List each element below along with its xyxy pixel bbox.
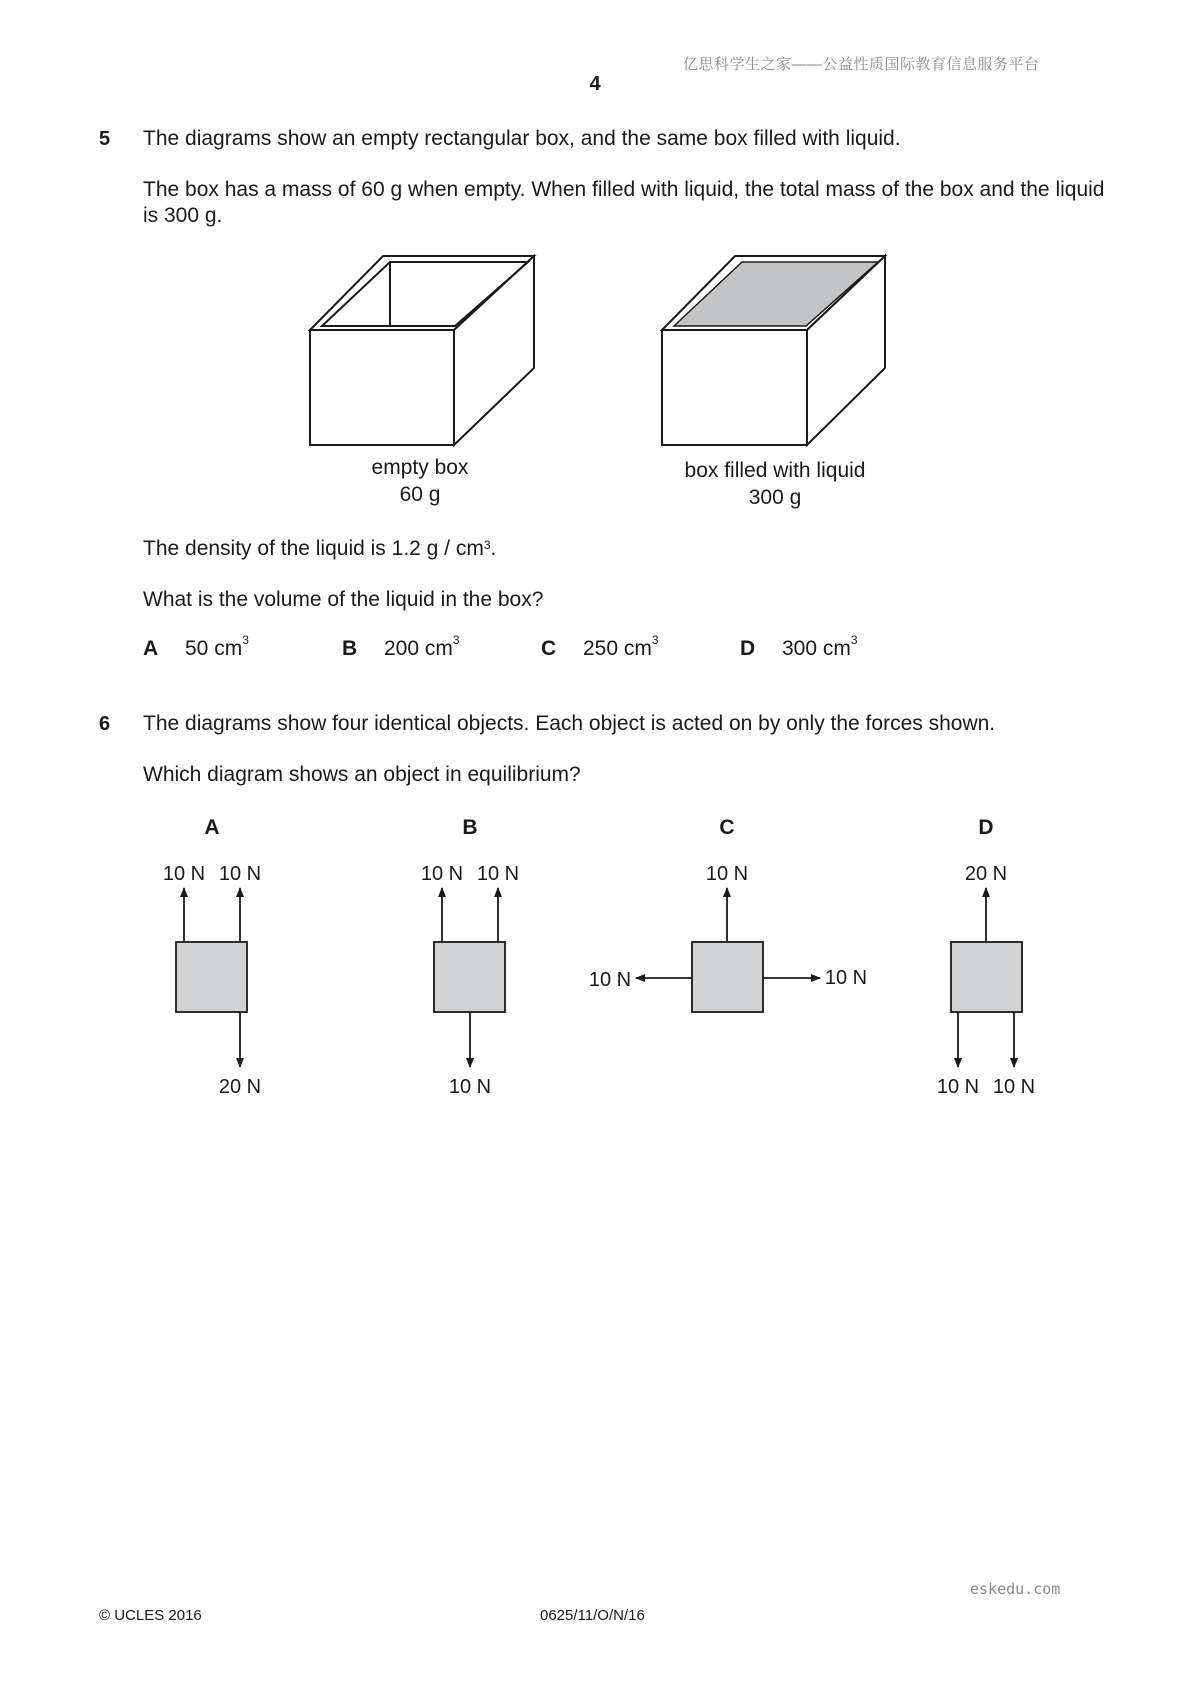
- option-value: 300 cm: [782, 637, 851, 660]
- q6-intro: The diagrams show four identical objects. Each object is acted on by only the forces shown.: [143, 712, 996, 735]
- force-label: 10 N: [162, 863, 206, 885]
- q5-question: What is the volume of the liquid in the box?: [143, 588, 544, 611]
- option-letter: C: [541, 637, 557, 660]
- option-sup: 3: [452, 633, 460, 647]
- diagram-b: [434, 888, 505, 1067]
- empty-box-mass: 60 g: [399, 483, 441, 506]
- option-letter: A: [143, 637, 159, 660]
- diagram-c-letter: C: [719, 816, 735, 839]
- diagram-a-letter: A: [204, 816, 220, 839]
- filled-box-label: box filled with liquid: [684, 459, 866, 482]
- force-label: 10 N: [588, 969, 632, 991]
- option-sup: 3: [850, 633, 858, 647]
- diagram-d-letter: D: [978, 816, 994, 839]
- q6-question: Which diagram shows an object in equilibrium?: [143, 763, 581, 786]
- force-label: 10 N: [476, 863, 520, 885]
- object-box: [951, 942, 1022, 1012]
- option-sup: 3: [651, 633, 659, 647]
- q5-intro: The diagrams show an empty rectangular box, and the same box filled with liquid.: [143, 127, 901, 150]
- force-label: 10 N: [420, 863, 464, 885]
- force-label: 20 N: [218, 1076, 262, 1098]
- option-value: 50 cm: [185, 637, 243, 660]
- diagram-a: [176, 888, 247, 1067]
- force-label: 10 N: [218, 863, 262, 885]
- force-label: 10 N: [448, 1076, 492, 1098]
- diagram-c: [636, 888, 820, 1012]
- watermark-text: 亿思科学生之家——公益性质国际教育信息服务平台: [683, 56, 1040, 73]
- force-label: 20 N: [964, 863, 1008, 885]
- option-letter: D: [740, 637, 756, 660]
- object-box: [434, 942, 505, 1012]
- object-box: [692, 942, 763, 1012]
- density-prefix: The density of the liquid is 1.2 g / cm: [143, 537, 484, 560]
- question-number-5: 5: [99, 128, 111, 150]
- force-label: 10 N: [824, 967, 868, 989]
- density-suffix: .: [490, 537, 497, 560]
- object-box: [176, 942, 247, 1012]
- footer-copyright: © UCLES 2016: [99, 1607, 202, 1624]
- diagram-b-letter: B: [462, 816, 478, 839]
- density-sup: 3: [483, 538, 491, 552]
- option-value: 250 cm: [583, 637, 652, 660]
- option-value: 200 cm: [384, 637, 453, 660]
- site-watermark: eskedu.com: [970, 1580, 1061, 1598]
- option-letter: B: [342, 637, 358, 660]
- force-label: 10 N: [992, 1076, 1036, 1098]
- filled-box-mass: 300 g: [748, 486, 802, 509]
- footer-paper-code: 0625/11/O/N/16: [540, 1607, 645, 1624]
- page-number: 4: [589, 73, 601, 95]
- option-sup: 3: [242, 633, 249, 647]
- q5-mass-text: The box has a mass of 60 g when empty. When filled with liquid, the total mass of the box and the liquid is 300 g.: [143, 178, 1105, 227]
- force-label: 10 N: [705, 863, 749, 885]
- question-number-6: 6: [99, 713, 111, 735]
- force-label: 10 N: [936, 1076, 980, 1098]
- diagram-d: [951, 888, 1022, 1067]
- empty-box-label: empty box: [371, 456, 469, 479]
